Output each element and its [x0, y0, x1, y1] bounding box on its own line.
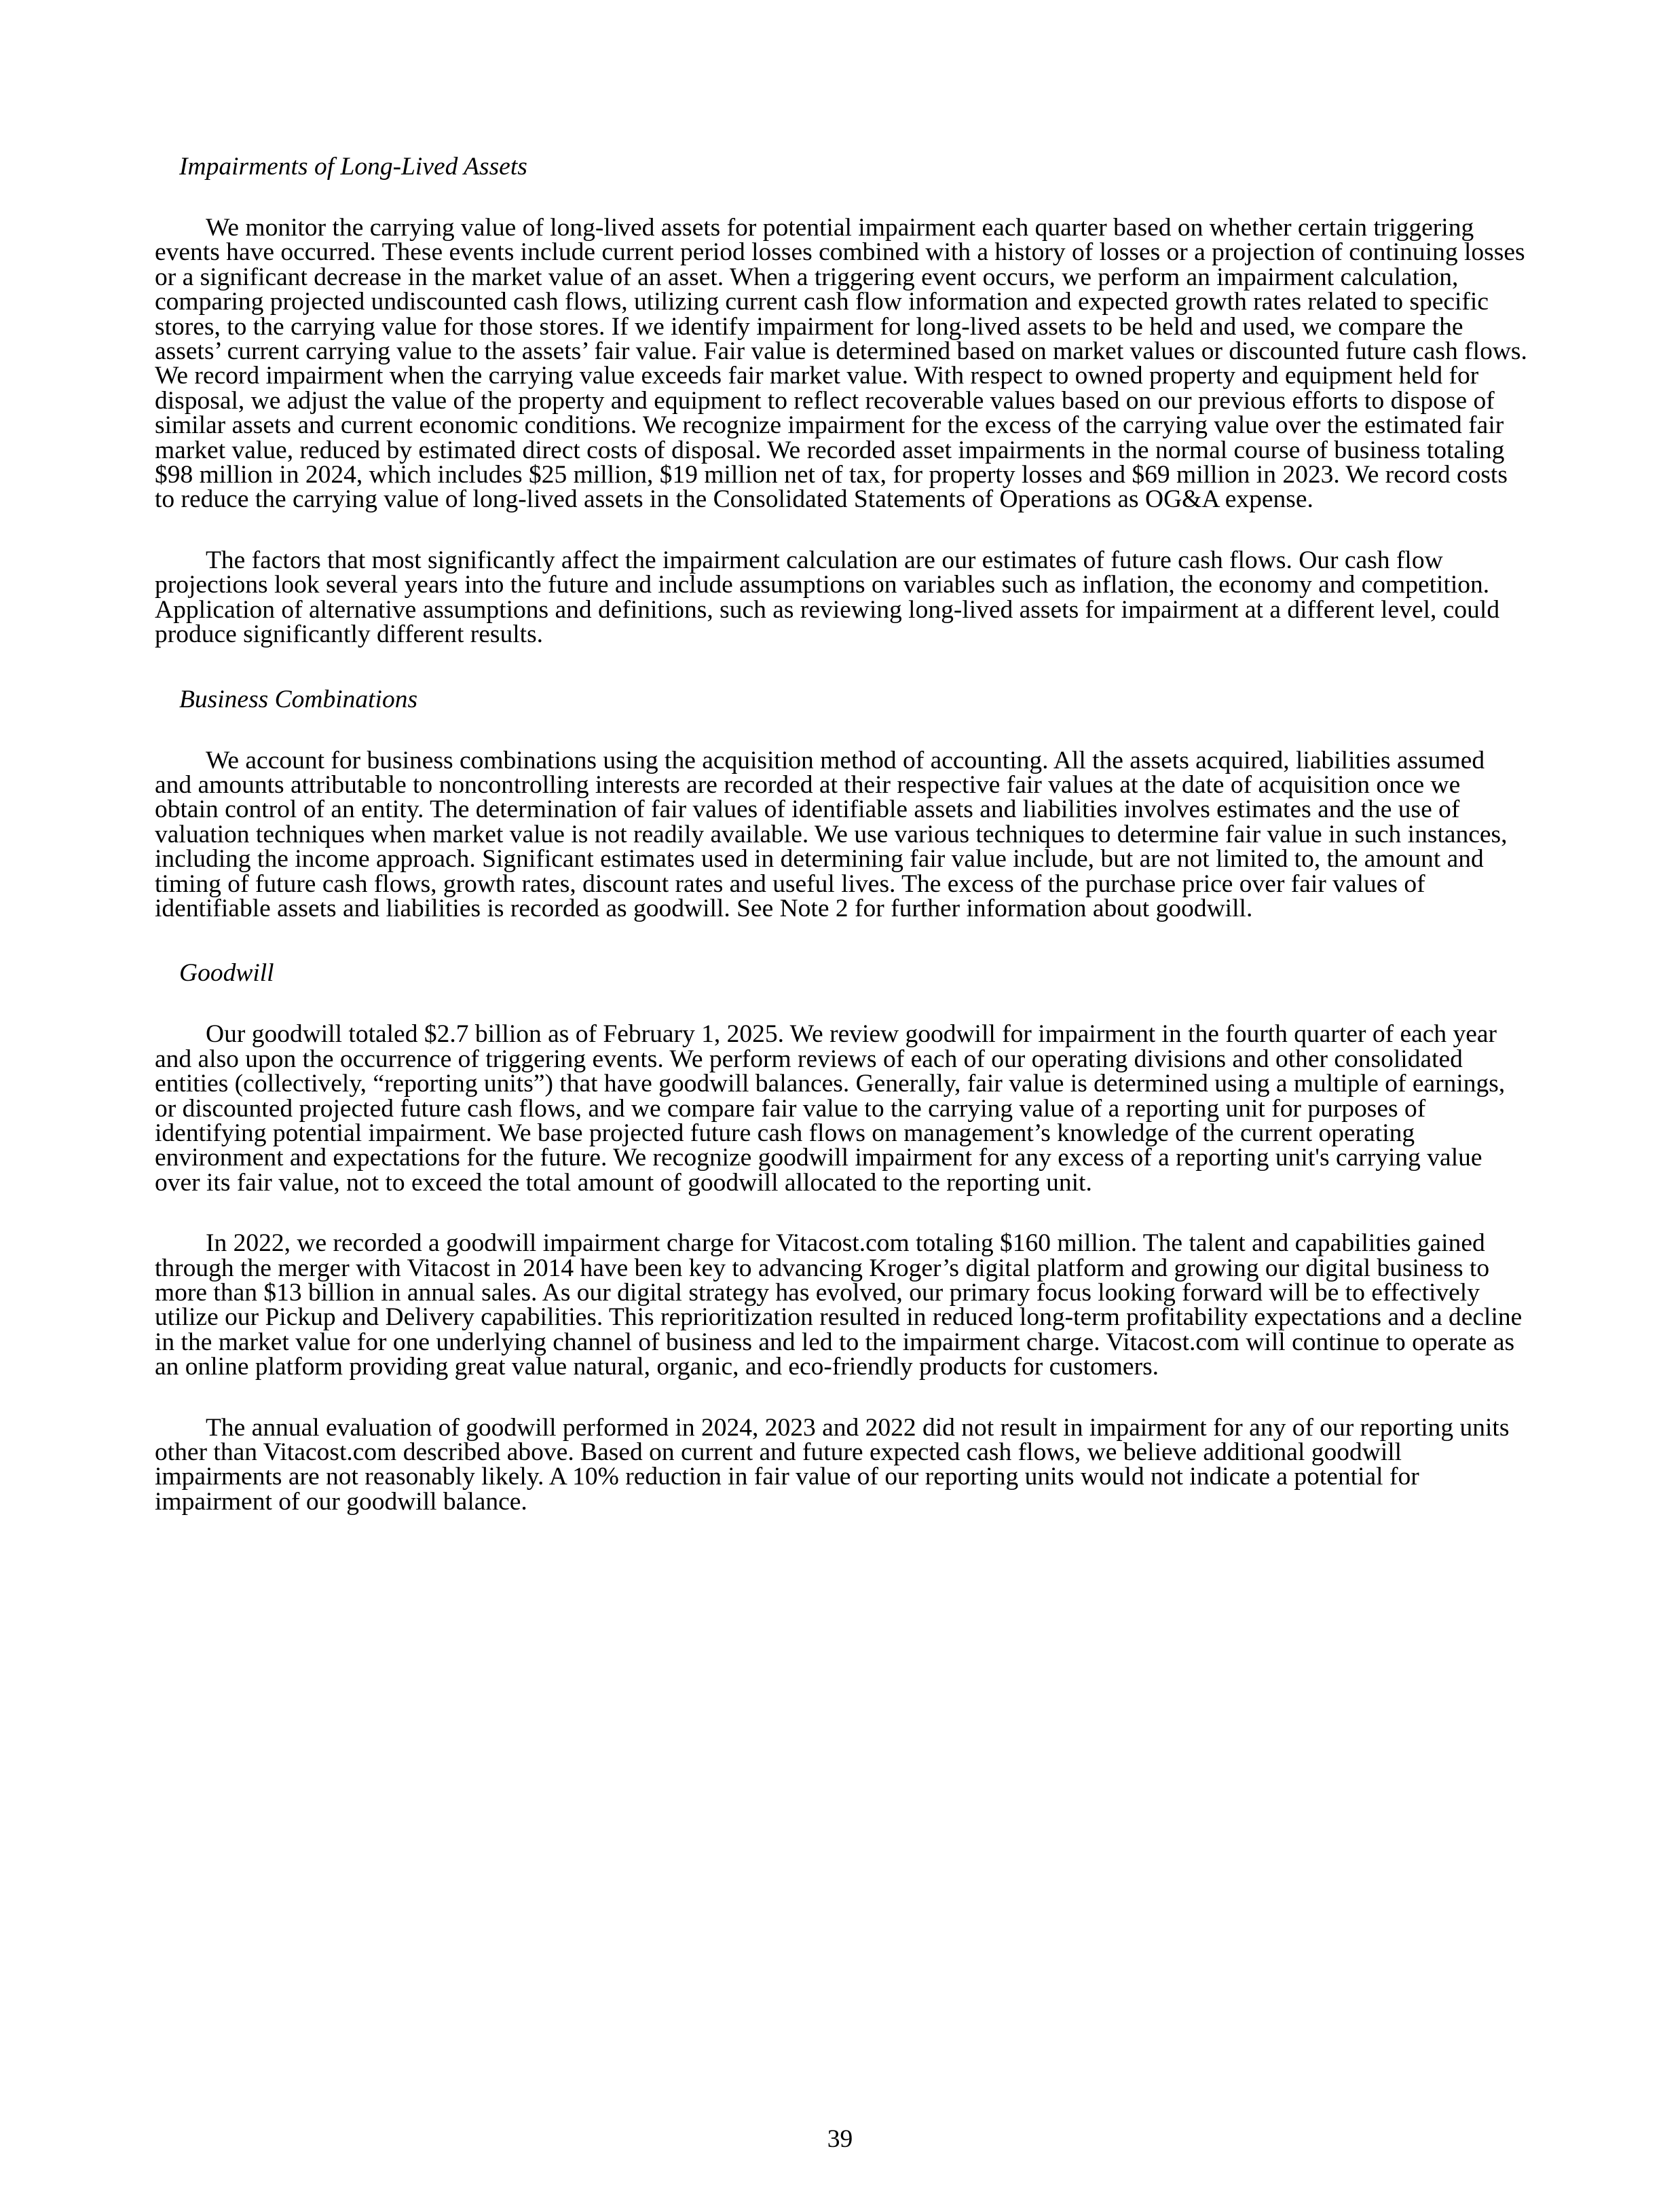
page-number: 39	[827, 2125, 853, 2153]
section-heading-business-combinations: Business Combinations	[179, 685, 418, 713]
section-heading-impairments: Impairments of Long-Lived Assets	[179, 153, 527, 181]
paragraph-business-combinations: We account for business combinations using the acquisition method of accounting. All the assets acquired, liabilities assumed and amounts attributable to noncontrolling interests are recorded at their respective fair values at the date of acquisition once we obtain control of an entity. The determination of fair values of identifiable assets and liabilities involves estimates and the use of valuation techniques when market value is not readily available. We use various techniques to determine fair value in such instances, including the income approach. Significant estimates used in determining fair value include, but are not limited to, the amount and timing of future cash flows, growth rates, discount rates and useful lives. The excess of the purchase price over fair values of identifiable assets and liabilities is recorded as goodwill. See Note 2 for further information about goodwill.	[155, 746, 1508, 922]
paragraph-impairments-factors: The factors that most significantly affect the impairment calculation are our estimates of future cash flows. Our cash flow projections look several years into the future and include assumptions on variables such as inflation, the economy and competition. Application of alternative assumptions and definitions, such as reviewing long-lived assets for impairment at a different level, could produce significantly different results.	[155, 546, 1500, 649]
paragraph-goodwill-annual-evaluation: The annual evaluation of goodwill performed in 2024, 2023 and 2022 did not result in impairment for any of our reporting units other than Vitacost.com described above. Based on current and future expected cash flows, we believe additional goodwill impairments are not reasonably likely. A 10% reduction in fair value of our reporting units would not indicate a potential for impairment of our goodwill balance.	[155, 1413, 1510, 1516]
paragraph-goodwill-vitacost: In 2022, we recorded a goodwill impairment charge for Vitacost.com totaling $160 million. The talent and capabilities gained through the merger with Vitacost in 2014 have been key to advancing Kroger’s digital platform and growing our digital business to more than $13 billion in annual sales. As our digital strategy has evolved, our primary focus looking forward will be to effectively utilize our Pickup and Delivery capabilities. This reprioritization resulted in reduced long-term profitability expectations and a decline in the market value for one underlying channel of business and led to the impairment charge. Vitacost.com will continue to operate as an online platform providing great value natural, organic, and eco-friendly products for customers.	[155, 1229, 1523, 1381]
document-page	[155, 151, 1527, 1550]
paragraph-impairments-monitoring: We monitor the carrying value of long-lived assets for potential impairment each quarter based on whether certain triggering events have occurred. These events include current period losses combined with a history of losses or a projection of continuing losses or a significant decrease in the market value of an asset. When a triggering event occurs, we perform an impairment calculation, comparing projected undiscounted cash flows, utilizing current cash flow information and expected growth rates related to specific stores, to the carrying value for those stores. If we identify impairment for long-lived assets to be held and used, we compare the assets’ current carrying value to the assets’ fair value. Fair value is determined based on market values or discounted future cash flows. We record impairment when the carrying value exceeds fair market value. With respect to owned property and equipment held for disposal, we adjust the value of the property and equipment to reflect recoverable values based on our previous efforts to dispose of similar assets and current economic conditions. We recognize impairment for the excess of the carrying value over the estimated fair market value, reduced by estimated direct costs of disposal. We recorded asset impairments in the normal course of business totaling $98 million in 2024, which includes $25 million, $19 million net of tax, for property losses and $69 million in 2023. We record costs to reduce the carrying value of long-lived assets in the Consolidated Statements of Operations as OG&A expense.	[155, 214, 1527, 514]
paragraph-goodwill-total: Our goodwill totaled $2.7 billion as of February 1, 2025. We review goodwill for impairment in the fourth quarter of each year and also upon the occurrence of triggering events. We perform reviews of each of our operating divisions and other consolidated entities (collectively, “reporting units”) that have goodwill balances. Generally, fair value is determined using a multiple of earnings, or discounted projected future cash flows, and we compare fair value to the carrying value of a reporting unit for purposes of identifying potential impairment. We base projected future cash flows on management’s knowledge of the current operating environment and expectations for the future. We recognize goodwill impairment for any excess of a reporting unit's carrying value over its fair value, not to exceed the total amount of goodwill allocated to the reporting unit.	[155, 1020, 1506, 1197]
section-heading-goodwill: Goodwill	[179, 959, 274, 988]
